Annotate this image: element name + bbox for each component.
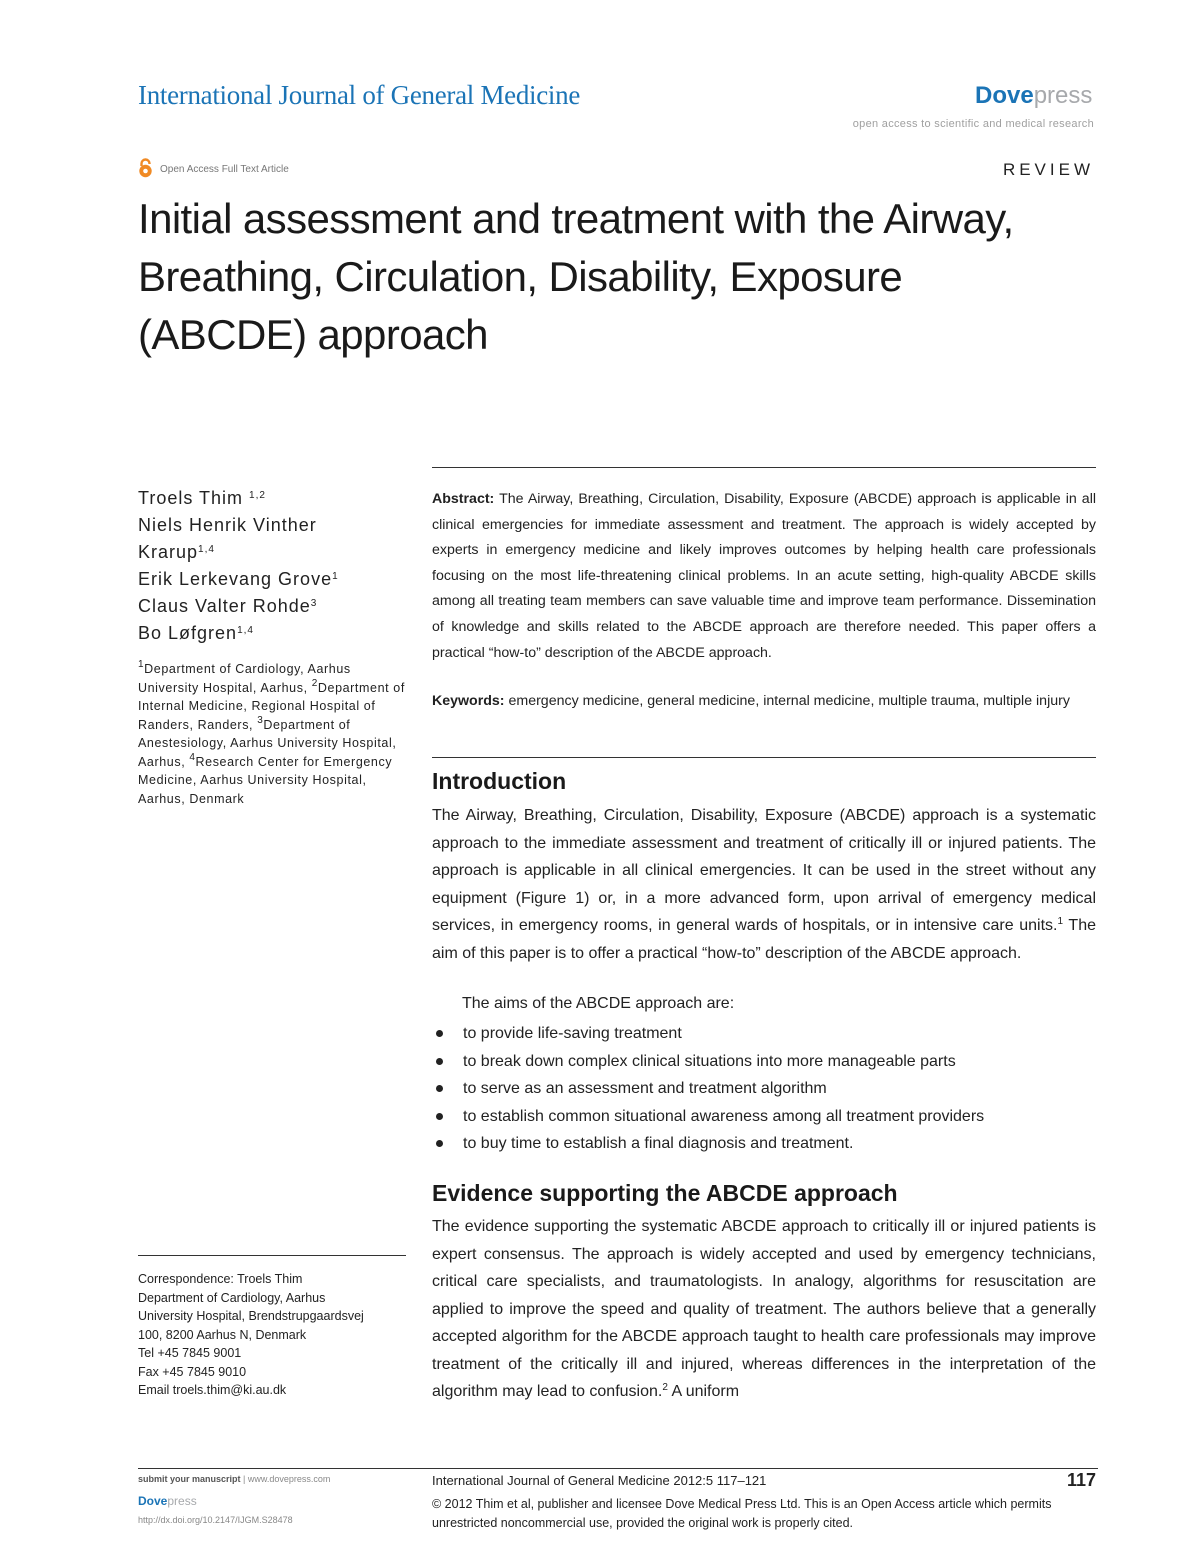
author: Troels Thim $^{1,2}$ (138, 488, 266, 508)
introduction-paragraph: The Airway, Breathing, Circulation, Disability, Exposure (ABCDE) approach is a systematic approach to the immediate assessment and treatment of critically ill or injured patients. The approach is applicable in all clinical emergencies. It can be used in the street without any equipment (Figure 1) or, in a more advanced form, upon arrival of emergency medical services, in emergency rooms, in general wards of hospitals, or in intensive care units.$^1$ The aim of this paper is to offer a practical “how-to” description of the ABCDE approach. (432, 807, 1096, 962)
reference-link[interactable]: 2 (662, 1382, 668, 1393)
list-item: to buy time to establish a final diagnosis and treatment. (432, 1130, 984, 1158)
affiliations: $^1$Department of Cardiology, Aarhus University Hospital, Aarhus, $^2$Department of Internal Medicine, Regional Hospital of Randers, Randers, $^3$Department of Anestesiology, Aarhus University Hospital, Aarhus, $^4$Research Center for Emergency Medicine, Aarhus University Hospital, Aarhus, Denmark (138, 659, 405, 806)
bullet-icon (436, 1030, 443, 1037)
affiliation: Department of Anestesiology, Aarhus University Hospital, Aarhus, (138, 717, 397, 769)
correspondence-line: Department of Cardiology, Aarhus (138, 1290, 326, 1305)
correspondence-line: Fax +45 7845 9010 (138, 1364, 247, 1379)
bullet-icon (436, 1140, 443, 1147)
article-title (138, 190, 1098, 364)
list-item: to establish common situational awareness among all treatment providers (432, 1103, 984, 1131)
author: Krarup$^{1,4}$ (138, 542, 215, 562)
brand-tagline: open access to scientific and medical research (852, 118, 1094, 130)
divider (432, 467, 1096, 468)
keywords-text: emergency medicine, general medicine, internal medicine, multiple trauma, multiple injury (508, 693, 1070, 709)
divider (432, 757, 1096, 758)
abstract-label: Abstract: (432, 491, 495, 507)
affiliation: Department of Internal Medicine, Regional Hospital of Randers, Randers, (138, 680, 405, 732)
affiliation: Department of Cardiology, Aarhus University Hospital, Aarhus, (138, 662, 351, 695)
bullet-icon (436, 1085, 443, 1092)
reference-link[interactable]: 1 (1057, 916, 1064, 927)
keywords-label: Keywords: (432, 693, 505, 709)
correspondence-line: University Hospital, Brendstrupgaardsvej (138, 1309, 364, 1323)
open-access-label: Open Access Full Text Article (160, 164, 289, 175)
affiliation: Research Center for Emergency Medicine, Aarhus University Hospital, Aarhus, Denmark (138, 754, 393, 806)
aims-intro: The aims of the ABCDE approach are: (462, 995, 735, 1012)
title-line: Breathing, Circulation, Disability, Exposure (138, 253, 903, 300)
dovepress-logo (975, 82, 1092, 110)
correspondence-email[interactable]: Email troels.thim@ki.au.dk (138, 1383, 287, 1397)
author: Erik Lerkevang Grove$^1$ (138, 569, 339, 589)
author: Claus Valter Rohde$^3$ (138, 596, 318, 616)
open-access-row (138, 158, 289, 181)
doi-link[interactable]: http://dx.doi.org/10.2147/IJGM.S28478 (138, 1515, 293, 1525)
correspondence-line: Correspondence: Troels Thim (138, 1272, 303, 1286)
brand-light: press (1033, 82, 1093, 109)
abstract (432, 487, 1096, 666)
license-text: © 2012 Thim et al, publisher and licensee Dove Medical Press Ltd. This is an Open Access article which permits unrestricted noncommercial use, provided the original work is properly cited. (432, 1497, 1052, 1530)
article-type-label: REVIEW (1002, 160, 1094, 179)
correspondence-line: Tel +45 7845 9001 (138, 1346, 242, 1360)
page-number: 117 (1066, 1470, 1096, 1490)
title-line: (ABCDE) approach (138, 311, 488, 358)
open-access-lock-icon (138, 158, 153, 181)
citation: International Journal of General Medicine 2012:5 117–121 (432, 1473, 767, 1488)
list-item: to break down complex clinical situations into more manageable parts (432, 1048, 984, 1076)
keywords (432, 689, 1096, 715)
introduction-heading: Introduction (432, 768, 567, 794)
aims-list (432, 1020, 984, 1158)
author-list (138, 485, 339, 647)
correspondence-line: 100, 8200 Aarhus N, Denmark (138, 1327, 307, 1342)
title-line: Initial assessment and treatment with the Airway, (138, 195, 1014, 242)
abstract-text: The Airway, Breathing, Circulation, Disability, Exposure (ABCDE) approach is applicable in all clinical emergencies for immediate assessment and treatment. The approach is widely accepted by experts in emergency medicine and likely improves outcomes by helping health care professionals focusing on the most life-threatening clinical problems. In an acute setting, high-quality ABCDE skills among all treating team members can save valuable time and improve team performance. Dissemination of knowledge and skills related to the ABCDE approach are therefore needed. This paper offers a practical “how-to” description of the ABCDE approach. (432, 491, 1096, 661)
author: Niels Henrik Vinther (138, 515, 317, 535)
correspondence-block (138, 1270, 364, 1400)
footer-divider (138, 1468, 1098, 1469)
bullet-icon (436, 1058, 443, 1065)
submit-manuscript-link[interactable]: submit your manuscript | www.dovepress.com (138, 1474, 331, 1484)
evidence-heading: Evidence supporting the ABCDE approach (432, 1180, 898, 1206)
divider (138, 1255, 406, 1256)
author: Bo Løfgren$^{1,4}$ (138, 623, 254, 643)
evidence-paragraph: The evidence supporting the systematic ABCDE approach to critically ill or injured patients is expert consensus. The approach is widely accepted and used by emergency technicians, critical care specialists, and traumatologists. In analogy, algorithms for resuscitation are applied to improve the speed and quality of treatment. The authors believe that a generally accepted algorithm for the ABCDE approach taught to health care professionals may improve treatment of the critically ill and injured, whereas differences in the interpretation of the algorithm may lead to confusion.$^2$ A uniform (432, 1218, 1096, 1400)
list-item: to serve as an assessment and treatment algorithm (432, 1075, 984, 1103)
journal-title: International Journal of General Medicine (138, 80, 581, 110)
footer-dovepress-logo: Dovepress (138, 1494, 197, 1508)
list-item: to provide life-saving treatment (432, 1020, 984, 1048)
bullet-icon (436, 1113, 443, 1120)
brand-dark: Dove (975, 82, 1034, 109)
